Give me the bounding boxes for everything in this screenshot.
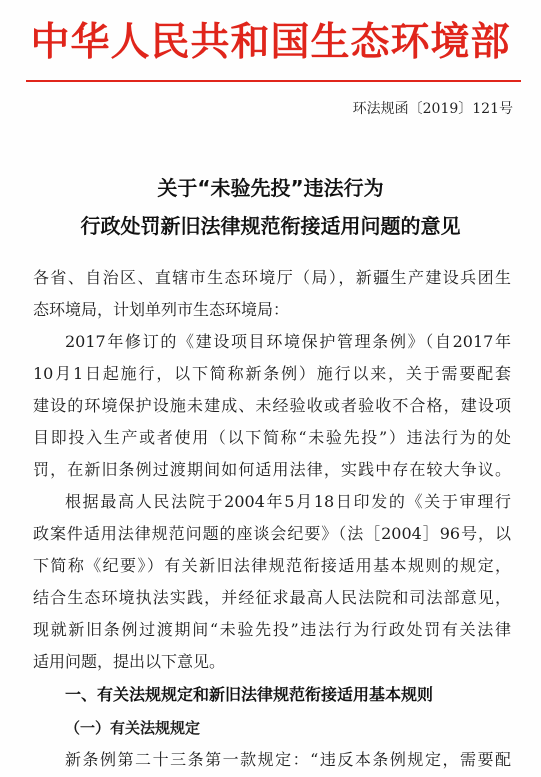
paragraph-line: 罚，在新旧条例过渡期间如何适用法律，实践中存在较大争议。 [33,460,511,479]
paragraph-line: 政案件适用法律规范问题的座谈会纪要》（法［2004］96号，以 [33,524,511,543]
paragraph-line: 目即投入生产或者使用（以下简称“未验先投”）违法行为的处 [33,428,511,447]
paragraph-line: 根据最高人民法院于2004年5月18日印发的《关于审理行 [65,492,511,511]
document-number: 环法规函〔2019〕121号 [352,101,513,117]
paragraph-line: 适用问题，提出以下意见。 [33,652,226,671]
addressee-line: 态环境局，计划单列市生态环境局： [33,300,290,319]
paragraph-line: 新条例第二十三条第一款规定：“违反本条例规定，需要配 [65,750,511,769]
paragraph-line: 2017年修订的《建设项目环境保护管理条例》（自2017年 [65,332,511,351]
addressee-line: 各省、自治区、直辖市生态环境厅（局），新疆生产建设兵团生 [33,268,511,287]
paragraph-line: 10月1日起施行，以下简称新条例）施行以来，关于需要配套 [33,364,511,383]
document-title-line-1: 关于“未验先投”违法行为 [157,176,384,200]
paragraph-line: 结合生态环境执法实践，并经征求最高人民法院和司法部意见， [33,588,511,607]
section-heading: 一、有关法规规定和新旧法律规范衔接适用基本规则 [65,685,434,704]
masthead-divider [26,80,521,82]
masthead-title: 中华人民共和国生态环境部 [30,19,511,65]
paragraph-line: 下简称《纪要》）有关新旧法律规范衔接适用基本规则的规定， [33,556,511,575]
paragraph-line: 建设的环境保护设施未建成、未经验收或者验收不合格，建设项 [33,396,511,415]
paragraph-line: 现就新旧条例过渡期间“未验先投”违法行为行政处罚有关法律 [33,620,511,639]
document-title-line-2: 行政处罚新旧法律规范衔接适用问题的意见 [80,214,461,238]
subsection-heading: （一）有关法规规定 [65,719,201,737]
